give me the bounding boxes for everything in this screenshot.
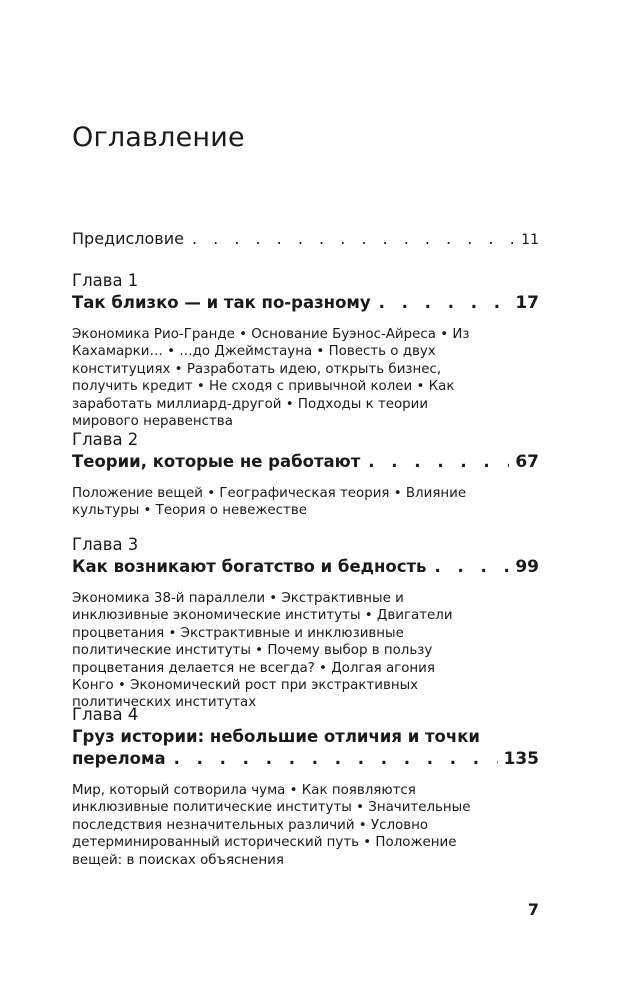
chapter-title-line [72,748,539,770]
chapter-page-number: 67 [515,452,539,472]
dot-leader [166,748,498,770]
chapter-title: Теории, которые не работают [72,452,361,471]
chapter-page-number: 135 [503,749,539,769]
chapter-title-line [72,556,539,578]
preface-page-number: 11 [521,232,539,248]
chapter-title-second-line: перелома [72,749,166,768]
chapter-subsections: Экономика 38-й параллели • Экстрактивные и инклюзивные экономические институты • Двигатели процветания • Экстрактивные и инклюзивные политические институты • Почему выбор в пользу процветания делается не всегда? • Долгая агония Конго • Экономический рост при экстрактивных политических институтах [72,591,453,711]
dot-leader [371,292,510,314]
chapter-page-number: 17 [515,293,539,313]
chapter-label: Глава 3 [72,535,139,554]
dot-leader [426,556,509,578]
chapter-title-line [72,451,539,473]
toc-entry-chapter-2 [72,429,539,520]
page-title: Оглавление [72,122,245,153]
chapter-subsections: Мир, который сотворила чума • Как появляются инклюзивные политические институты • Значительные последствия незначительных различий • Условно детерминированный исторический путь • Положение вещей: в поисках объяснения [72,783,471,868]
chapter-subsections: Экономика Рио-Гранде • Основание Буэнос-Айреса • Из Кахамарки… • …до Джеймстауна • Повесть о двух конституциях • Разработать идею, открыть бизнес, получить кредит • Не сходя с привычной колеи • Как заработать миллиард-другой • Подходы к теории мирового неравенства [72,327,470,430]
chapter-label: Глава 1 [72,271,139,290]
toc-entry-chapter-1 [72,270,539,430]
toc-line-preface [72,229,539,248]
chapter-title: Так близко — и так по-разному [72,293,371,312]
toc-entry-chapter-3 [72,534,539,712]
page-number: 7 [527,900,539,919]
chapter-label: Глава 4 [72,705,139,724]
dot-leader [184,229,515,248]
chapter-page-number: 99 [515,557,539,577]
chapter-title-line [72,292,539,314]
chapter-subsections: Положение вещей • Географическая теория • Влияние культуры • Теория о невежестве [72,486,467,519]
chapter-title: Как возникают богатство и бедность [72,557,427,576]
toc-entry-chapter-4 [72,704,539,869]
toc-entry-preface [72,229,539,248]
chapter-title-first-line: Груз истории: небольшие отличия и точки [72,727,480,746]
chapter-label: Глава 2 [72,430,139,449]
preface-title: Предисловие [72,229,184,248]
dot-leader [360,451,509,473]
